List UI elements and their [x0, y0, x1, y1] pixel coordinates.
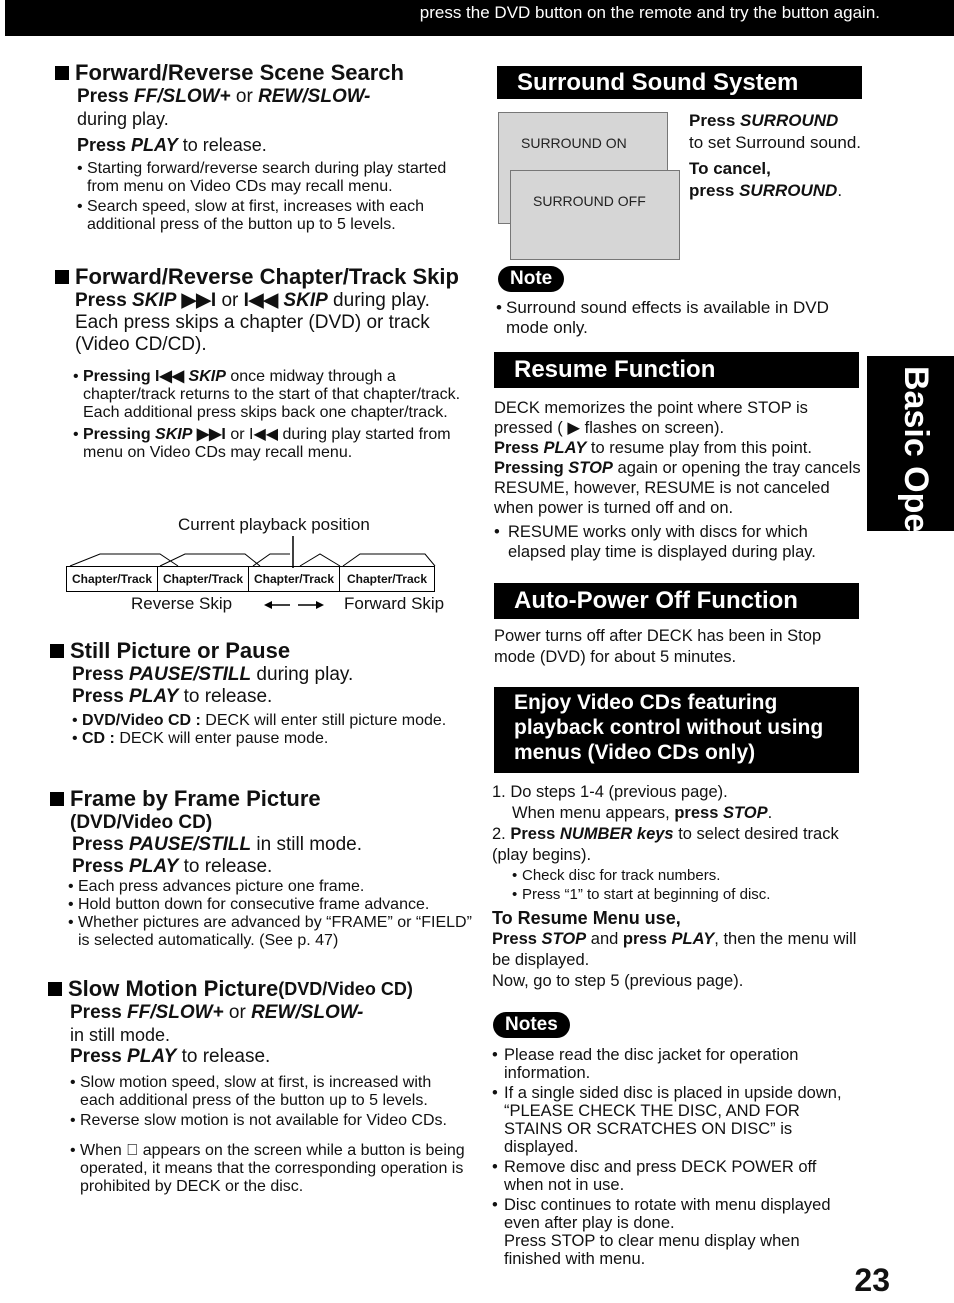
instruction-line: [50, 664, 480, 686]
button-name: PLAY: [129, 686, 179, 707]
button-name: SKIP: [283, 290, 328, 311]
text: Pressing I◀◀: [83, 368, 189, 385]
button-name: STOP: [541, 930, 587, 948]
text: Press: [72, 664, 130, 685]
text: to select desired track (play begins).: [492, 825, 839, 864]
chapter-cell: Chapter/Track: [339, 566, 435, 592]
text: Press: [75, 290, 133, 311]
surround-sound-banner: Surround Sound System: [497, 66, 862, 99]
instruction-line: to set Surround sound.: [689, 133, 862, 152]
instruction-line: [689, 110, 894, 132]
text: during play.: [251, 664, 354, 685]
still-picture-heading: [50, 638, 480, 664]
heading-text: Slow Motion Picture: [68, 976, 279, 1001]
bullet-item: • Hold button down for consecutive frame advance.: [68, 896, 478, 914]
square-bullet-icon: [50, 792, 64, 806]
button-name: NUMBER keys: [559, 825, 674, 843]
subheading: (DVD/Video CD): [70, 812, 213, 833]
text: to release.: [176, 1046, 271, 1067]
sub-bullet-item: • Check disc for track numbers.: [512, 866, 862, 885]
text: or: [223, 1002, 252, 1023]
resume-section: [494, 398, 862, 562]
instruction-line: [689, 180, 894, 202]
instruction-line: in still mode.: [70, 1025, 171, 1045]
button-name: REW/SLOW-: [251, 1002, 364, 1023]
heading-text: Still Picture or Pause: [70, 638, 291, 663]
text: Press: [70, 1046, 128, 1067]
square-bullet-icon: [55, 270, 69, 284]
screen-text: SURROUND ON: [521, 135, 627, 151]
heading-text: Forward/Reverse Scene Search: [75, 60, 404, 85]
button-name: SURROUND: [739, 181, 838, 200]
instruction-line: [50, 834, 480, 856]
paragraph: [492, 929, 862, 971]
bullet-item: [73, 426, 468, 462]
button-name: PLAY: [131, 135, 178, 155]
surround-instructions: [689, 110, 894, 202]
note-item: • Please read the disc jacket for operation information.: [492, 1046, 852, 1082]
button-name: REW/SLOW-: [258, 86, 371, 107]
note-item: • Remove disc and press DECK POWER off when not in use.: [492, 1158, 852, 1194]
still-picture-section: [50, 638, 480, 748]
heading-text: Forward/Reverse Chapter/Track Skip: [75, 264, 459, 289]
video-cd-section: [492, 782, 862, 992]
resume-function-banner: Resume Function: [494, 352, 859, 388]
top-bar-text: press the DVD button on the remote and try the button again.: [419, 3, 880, 22]
button-name: STOP: [722, 804, 768, 822]
text: or I◀◀ during play started from menu on Video CDs may recall menu.: [83, 426, 451, 461]
instruction-line: [55, 134, 475, 156]
note-item: • Surround sound effects is available in DVD mode only.: [496, 298, 836, 338]
bullet-item: • When ⃠ appears on the screen while a button is being operated, it means that the corresponding operation is prohibited by DECK or the disc.: [70, 1142, 465, 1196]
bullet-item: • Each press advances picture one frame.: [68, 878, 478, 896]
slow-motion-heading: [48, 976, 478, 1002]
text: again or opening the tray cancels RESUME, however, RESUME is not canceled when power is turned off and on.: [494, 459, 861, 517]
instruction-line: [50, 686, 480, 708]
text: in still mode.: [251, 834, 363, 855]
skip-forward-icon: ▶▶I: [192, 426, 226, 443]
bullet-item: • Slow motion speed, slow at first, is increased with each additional press of the button up to 5 levels.: [70, 1074, 465, 1110]
button-name: PAUSE/STILL: [129, 664, 252, 685]
text: to release.: [178, 856, 273, 877]
chapter-cell: Chapter/Track: [248, 566, 340, 592]
instruction-line: [50, 856, 480, 878]
button-name: SURROUND: [740, 111, 839, 130]
bullet-item: [72, 712, 452, 730]
instruction-line: To cancel,: [689, 159, 771, 178]
bullet-item: • Search speed, slow at first, increases with each additional press of the button up to 5 levels.: [77, 198, 475, 234]
paragraph: [494, 458, 862, 518]
button-name: FF/SLOW+: [134, 86, 231, 107]
text: .: [837, 181, 843, 200]
text: Press: [72, 856, 130, 877]
step-detail: [492, 803, 862, 824]
text: Press: [510, 825, 560, 843]
text: Press: [70, 1002, 128, 1023]
frame-by-frame-section: [50, 786, 480, 950]
square-bullet-icon: [50, 644, 64, 658]
auto-power-paragraph: Power turns off after DECK has been in Stop mode (DVD) for about 5 minutes.: [494, 627, 822, 666]
text: DECK will enter still picture mode.: [205, 712, 447, 729]
instruction-line: [48, 1046, 478, 1068]
diagram-title: Current playback position: [178, 515, 370, 534]
screen-text: SURROUND OFF: [533, 193, 646, 209]
paragraph: Now, go to step 5 (previous page).: [492, 972, 744, 990]
instruction-line: Each press skips a chapter (DVD) or track (Video CD/CD).: [75, 312, 430, 355]
button-name: SKIP: [188, 368, 226, 385]
sub-bullet-item: • Press “1” to start at beginning of disc.: [512, 885, 862, 904]
button-name: STOP: [568, 459, 613, 477]
text: , then the menu will be displayed.: [492, 930, 857, 969]
heading-subtext: (DVD/Video CD): [278, 978, 413, 999]
button-name: FF/SLOW+: [127, 1002, 224, 1023]
note-item: • Disc continues to rotate with menu displayed even after play is done. Press STOP to clear menu display when finished with menu.: [492, 1196, 852, 1268]
text: to release.: [177, 135, 267, 155]
bullet-item: • Whether pictures are advanced by “FRAME” or “FIELD” is selected automatically. (See p. 47): [68, 914, 478, 950]
text: 2.: [492, 825, 511, 843]
skip-arrows-diagram: [60, 536, 440, 568]
text: during play.: [327, 290, 430, 311]
text: CD :: [82, 730, 120, 747]
frame-by-frame-heading: [50, 786, 480, 812]
button-name: PLAY: [127, 1046, 177, 1067]
skip-forward-icon: ▶▶I: [176, 290, 217, 311]
instruction-line: [55, 86, 475, 108]
notes-badge: Notes: [493, 1012, 570, 1038]
button-name: SKIP: [155, 426, 193, 443]
text: Press: [492, 930, 542, 948]
paragraph: DECK memorizes the point where STOP is pressed ( ▶ flashes on screen).: [494, 399, 808, 437]
square-bullet-icon: [55, 66, 69, 80]
step-item: 1. Do steps 1-4 (previous page).: [492, 783, 728, 801]
slow-motion-section: [48, 976, 478, 1196]
paragraph: [494, 438, 862, 458]
note-badge: Note: [498, 266, 564, 292]
square-bullet-icon: [48, 982, 62, 996]
bullet-item: • RESUME works only with discs for which elapsed play time is displayed during play.: [494, 522, 862, 562]
bullet-item: [73, 368, 468, 422]
text: .: [767, 804, 773, 822]
text: DVD/Video CD :: [82, 712, 206, 729]
bullet-item: • Reverse slow motion is not available for Video CDs.: [70, 1112, 465, 1130]
text: once midway through a chapter/track returns to the start of that chapter/track. Each additional press skips back one chapter/track.: [83, 368, 461, 421]
button-name: PLAY: [543, 439, 587, 457]
heading-text: Frame by Frame Picture: [70, 786, 321, 811]
text: Press: [77, 86, 135, 107]
bullet-item: • Starting forward/reverse search during play started from menu on Video CDs may recall menu.: [77, 160, 475, 196]
text: press: [674, 804, 723, 822]
step-item: [492, 824, 862, 866]
text: Pressing: [494, 459, 569, 477]
forward-skip-label: Forward Skip: [344, 594, 445, 613]
button-name: PLAY: [671, 930, 715, 948]
text: Pressing: [83, 426, 156, 443]
page-number: 23: [854, 1262, 890, 1298]
screen-surround-off: [510, 170, 680, 260]
instruction-line: [55, 290, 475, 312]
button-name: SKIP: [132, 290, 177, 311]
video-cd-banner: Enjoy Video CDs featuring playback control without using menus (Video CDs only): [494, 687, 859, 773]
section-side-tab: [867, 356, 954, 627]
note-item: • If a single sided disc is placed in upside down, “PLEASE CHECK THE DISC, AND FOR STAINS OR SCRATCHES ON DISC” is displayed.: [492, 1084, 852, 1156]
skip-direction-arrows: [262, 598, 326, 612]
side-tab-label: Basic Operation: [897, 366, 935, 627]
text: and: [586, 930, 623, 948]
text: or: [216, 290, 244, 311]
scene-search-heading: [55, 60, 475, 86]
text: Press: [72, 686, 130, 707]
text: Press: [689, 111, 741, 130]
notes-list: [492, 1046, 852, 1268]
instruction-line: [48, 1002, 478, 1024]
chapter-skip-section: [55, 264, 475, 462]
button-name: PAUSE/STILL: [129, 834, 252, 855]
bullet-item: [72, 730, 452, 748]
resume-menu-heading: To Resume Menu use,: [492, 908, 681, 928]
chapter-cell: Chapter/Track: [66, 566, 158, 592]
skip-back-icon: I◀◀: [243, 290, 284, 311]
text: Press: [494, 439, 544, 457]
instruction-line: during play.: [77, 109, 169, 129]
text: Press: [77, 135, 132, 155]
text: When menu appears,: [512, 804, 675, 822]
text: to release.: [178, 686, 273, 707]
text: to resume play from this point.: [586, 439, 812, 457]
top-instruction-bar: [5, 0, 954, 36]
auto-power-off-banner: Auto-Power Off Function: [494, 583, 859, 619]
text: press: [689, 181, 740, 200]
text: Press: [72, 834, 130, 855]
scene-search-section: [55, 60, 475, 234]
reverse-skip-label: Reverse Skip: [131, 594, 233, 613]
button-name: PLAY: [129, 856, 179, 877]
text: or: [230, 86, 259, 107]
chapter-skip-heading: [55, 264, 475, 290]
text: DECK will enter pause mode.: [119, 730, 329, 747]
chapter-cell: Chapter/Track: [157, 566, 249, 592]
text: press: [622, 930, 672, 948]
